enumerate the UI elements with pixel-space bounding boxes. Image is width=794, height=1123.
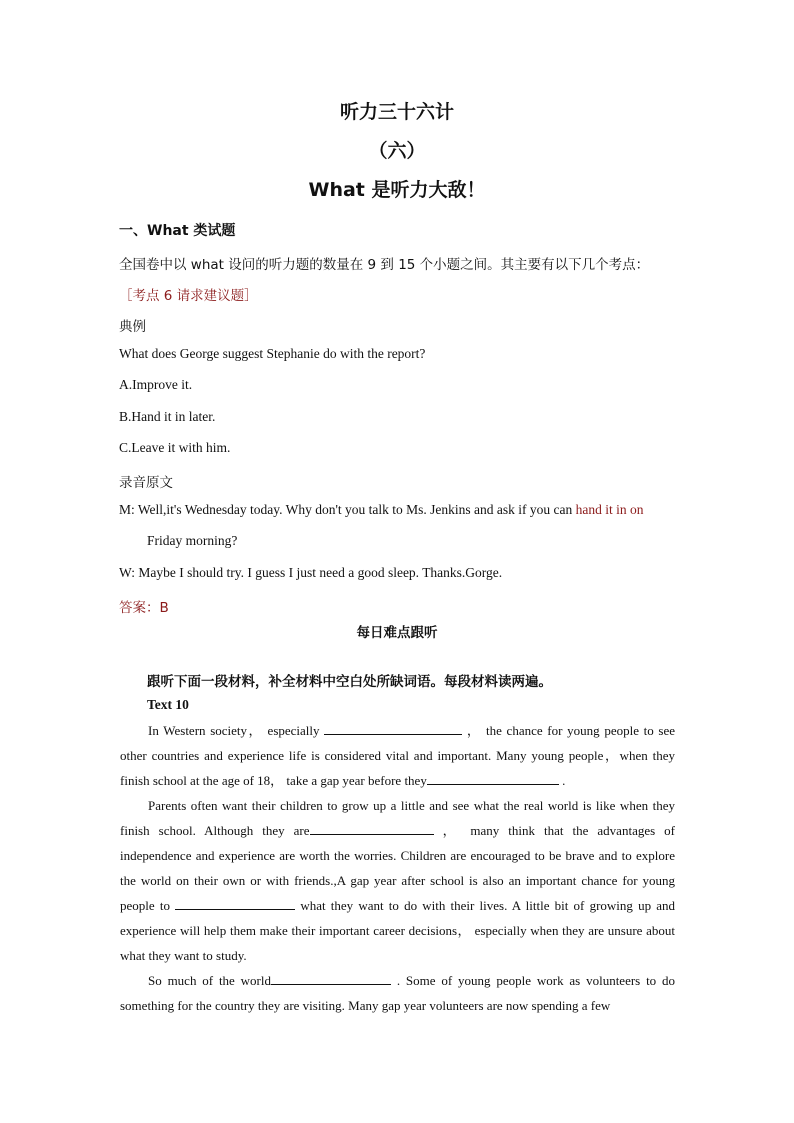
blank-4[interactable] [175, 897, 295, 910]
example-label: 典例 [119, 319, 146, 335]
blank-1[interactable] [324, 722, 462, 735]
transcript-m-continue: Friday morning? [147, 533, 238, 548]
p3-segment-2: . Some of young people work as volunteers to do something for the country they are visiting. Many gap year volunteers are now spending a few [120, 973, 676, 1013]
passage [120, 718, 675, 1018]
transcript-label: 录音原文 [119, 475, 173, 491]
exam-point: ［考点 6 请求建议题］ [119, 288, 258, 304]
transcript-highlight: hand it in on [575, 502, 644, 517]
p1-segment-3: . [562, 773, 566, 788]
page-title: 听力三十六计 [339, 101, 454, 123]
p2-segment-1: Parents often want their children to grow up a little and see what the real world is like when they finish school. Although they are [120, 798, 675, 838]
transcript-m-line [119, 502, 644, 518]
section2-instruction: 跟听下面一段材料，补全材料中空白处所缺词语。每段材料读两遍。 [147, 674, 552, 690]
blank-5[interactable] [271, 972, 391, 985]
page-tagline: What 是听力大敌！ [308, 179, 486, 201]
p2-segment-2: ， many think that the advantages of independence and experience are worth the worries. Children are encouraged to be brave and to explore the world on their own or with friends.,A gap year after school is also an important chance for young people to [120, 823, 676, 913]
blank-3[interactable] [310, 822, 434, 835]
section1-heading: 一、What 类试题 [119, 223, 236, 239]
blank-2[interactable] [427, 772, 559, 785]
option-a: A.Improve it. [119, 377, 193, 392]
section1-intro: 全国卷中以 what 设问的听力题的数量在 9 到 15 个小题之间。其主要有以下几个考点： [119, 257, 650, 273]
answer-text: 答案：B [119, 600, 169, 616]
p1-segment-1: In Western society， especially [148, 723, 320, 738]
passage-paragraph-3 [120, 968, 675, 1018]
transcript-w-line: W: Maybe I should try. I guess I just need a good sleep. Thanks.Gorge. [119, 565, 503, 580]
option-b: B.Hand it in later. [119, 409, 216, 424]
p1-segment-2: ， the chance for young people to see other countries and experience life is considered vital and important. Many young people，when they finish school at the age of 18， take a gap year before they [120, 723, 676, 788]
p2-segment-3: what they want to do with their lives. A little bit of growing up and experience will help them make their important career decisions， especially when they are unsure about what they want to study. [120, 898, 676, 963]
page-subtitle: （六） [368, 140, 426, 162]
transcript-m-text: M: Well,it's Wednesday today. Why don't you talk to Ms. Jenkins and ask if you can [119, 502, 576, 517]
text-label: Text 10 [147, 697, 189, 712]
passage-paragraph-1 [120, 718, 675, 793]
question-text: What does George suggest Stephanie do with the report? [119, 346, 426, 361]
passage-paragraph-2 [120, 793, 675, 968]
section2-heading: 每日难点跟听 [356, 625, 438, 641]
p3-segment-1: So much of the world [148, 973, 271, 988]
option-c: C.Leave it with him. [119, 440, 231, 455]
